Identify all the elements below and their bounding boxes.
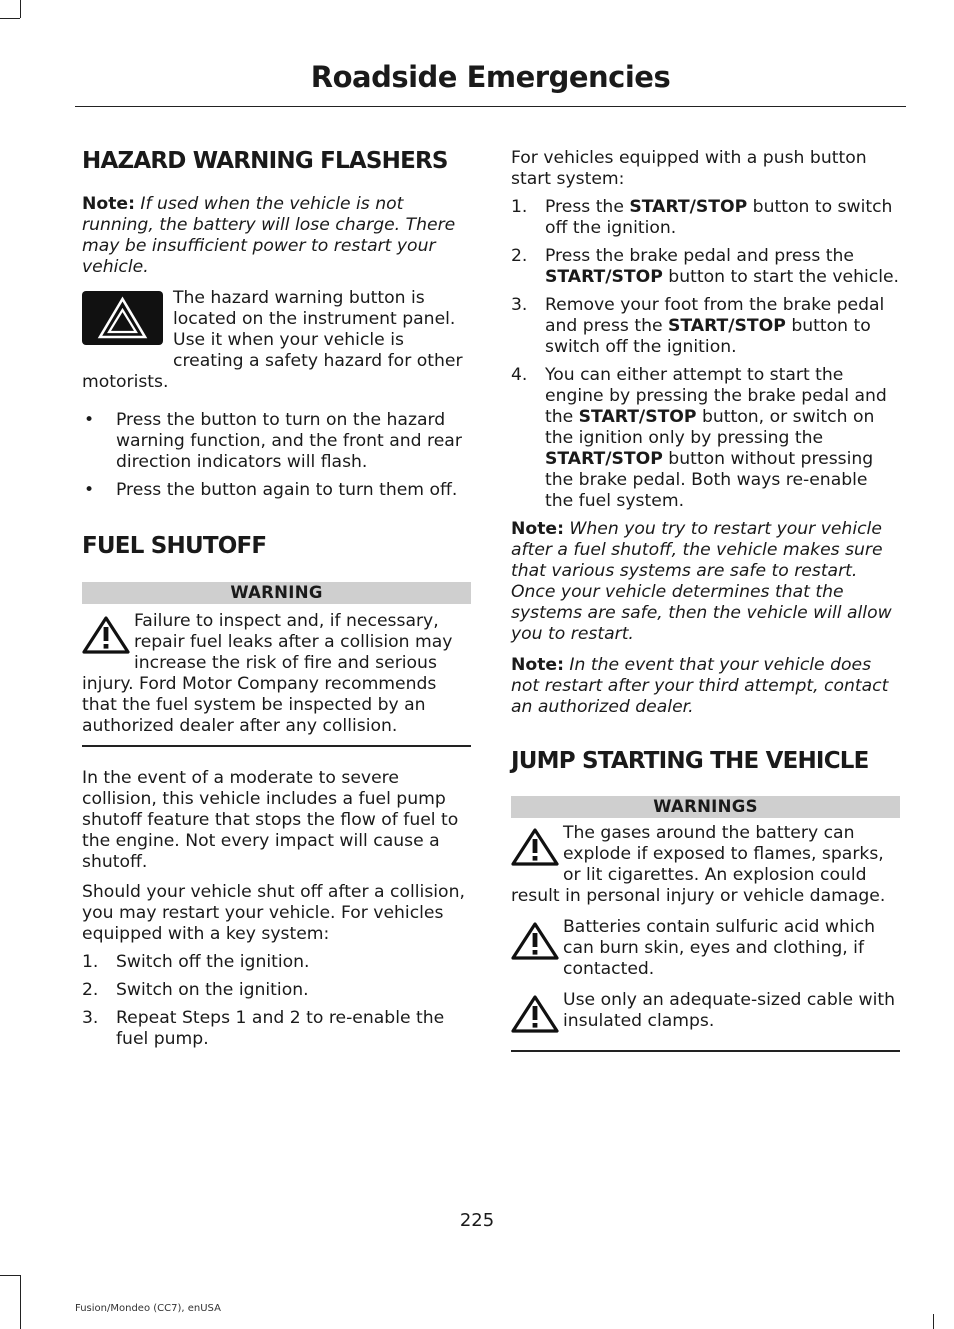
note-label: Note: [82,194,135,214]
bullet: • [84,410,95,430]
step-number: 3. [511,295,528,315]
fuel-shutoff-heading: FUEL SHUTOFF [82,533,267,559]
step-text: Remove your foot from the brake pedal and press the [545,295,885,336]
jump-warning-2 [511,917,900,980]
key-system-steps [82,952,471,1050]
hazard-triangle-icon [82,291,163,351]
step-text: You can either attempt to start the engine by pressing the brake pedal and the [545,365,887,427]
note-text: In the event that your vehicle does not restart after your third attempt, contact an authorized dealer. [511,655,889,717]
header-divider [75,106,906,107]
list-item [82,980,471,1001]
warning-triangle-icon [82,615,130,661]
list-item [511,365,900,512]
list-item [82,480,471,501]
crop-mark [933,1314,934,1329]
fuel-paragraph-2: Should your vehicle shut off after a collision, you may restart your vehicle. For vehicles equipped with a key system: [82,882,465,944]
dealer-note [511,655,900,718]
step-number: 1. [511,197,528,217]
step-text: button to switch off the ignition. [545,197,893,238]
crop-mark [0,18,20,19]
warning-end-rule [82,745,471,747]
fuel-warning-block [82,611,471,737]
list-item [82,1008,471,1050]
hazard-heading: HAZARD WARNING FLASHERS [82,148,448,174]
warning-text: Batteries contain sulfuric acid which can burn skin, eyes and clothing, if contacted. [563,917,875,979]
hazard-description-block [82,288,471,393]
step-number: 2. [511,246,528,266]
button-name: START/STOP [629,197,748,217]
warning-text: Use only an adequate-sized cable with insulated clamps. [563,990,896,1031]
button-name: START/STOP [545,267,663,287]
hazard-bullet-list [82,410,471,501]
list-item [82,952,471,973]
bullet-text: Press the button to turn on the hazard warning function, and the front and rear direction indicators will flash. [116,410,462,472]
hazard-note [82,194,471,278]
step-text: Press the [545,197,630,217]
warning-text: The gases around the battery can explode if exposed to flames, sparks, or lit cigarettes. An explosion could result in personal injury or vehicle damage. [511,823,886,906]
push-button-intro: For vehicles equipped with a push button start system: [511,148,867,189]
page-title: Roadside Emergencies [310,60,671,94]
step-text: Repeat Steps 1 and 2 to re-enable the fuel pump. [116,1008,445,1049]
warning-label-bar: WARNING [82,582,471,604]
push-button-steps [511,197,900,512]
list-item [511,197,900,239]
list-item [511,295,900,358]
step-number: 1. [82,952,99,972]
restart-note [511,519,900,645]
right-column [511,147,900,1052]
step-number: 4. [511,365,528,385]
crop-mark [0,1275,20,1276]
note-text: If used when the vehicle is not running, the battery will lose charge. There may be insufficient power to restart your vehicle. [82,194,456,277]
step-text: button without pressing the brake pedal. Both ways re-enable the fuel system. [545,449,874,511]
left-column [82,147,471,1057]
step-text: button, or switch on the ignition only by pressing the [545,407,875,448]
step-text: Press the brake pedal and press the [545,246,854,266]
step-text: Switch off the ignition. [116,952,310,972]
hazard-description: The hazard warning button is located on the instrument panel. Use it when your vehicle is creating a safety hazard for other motorists. [82,288,463,392]
footer-doc-id: Fusion/Mondeo (CC7), enUSA [75,1303,221,1314]
note-label: Note: [511,519,564,539]
fuel-warning-text: Failure to inspect and, if necessary, repair fuel leaks after a collision may increase the risk of fire and serious injury. Ford Motor Company recommends that the fuel system be inspected by an authorized dealer after any collision. [82,611,453,736]
warning-triangle-icon [511,921,559,967]
warning-triangle-icon [511,827,559,873]
list-item [82,410,471,473]
button-name: START/STOP [578,407,697,427]
bullet-text: Press the button again to turn them off. [116,480,458,500]
step-number: 3. [82,1008,99,1028]
bullet: • [84,480,95,500]
button-name: START/STOP [668,316,786,336]
crop-mark [20,1275,21,1329]
crop-mark [20,0,21,18]
button-name: START/STOP [545,449,663,469]
list-item [511,246,900,288]
note-text: When you try to restart your vehicle after a fuel shutoff, the vehicle makes sure that various systems are safe to restart. Once your vehicle determines that the systems are safe, then the vehicle will allow you to restart. [511,519,892,644]
warnings-end-rule [511,1050,900,1052]
step-number: 2. [82,980,99,1000]
step-text: button to switch off the ignition. [545,316,871,357]
jump-warning-1 [511,823,900,907]
jump-start-heading: JUMP STARTING THE VEHICLE [511,748,869,774]
warnings-label-bar: WARNINGS [511,796,900,818]
step-text: button to start the vehicle. [662,267,900,287]
page-number: 225 [459,1210,495,1231]
step-text: Switch on the ignition. [116,980,309,1000]
fuel-paragraph-1: In the event of a moderate to severe collision, this vehicle includes a fuel pump shutoff feature that stops the flow of fuel to the engine. Not every impact will cause a shutoff. [82,768,459,872]
warning-triangle-icon [511,994,559,1040]
jump-warning-3 [511,990,900,1040]
note-label: Note: [511,655,564,675]
